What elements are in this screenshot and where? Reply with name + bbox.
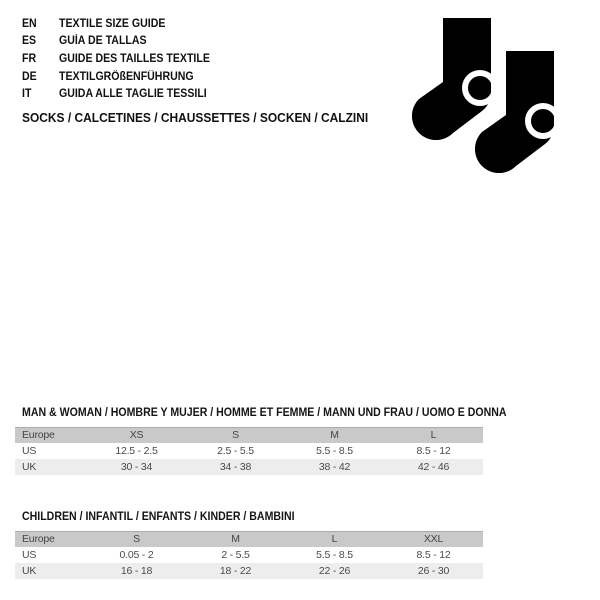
column-header-size: XXL: [423, 533, 444, 546]
region-cell: US: [22, 548, 37, 561]
column-header-size: M: [330, 429, 339, 442]
children-table: [15, 531, 483, 579]
language-row-de: [22, 68, 223, 86]
region-cell: UK: [22, 460, 37, 473]
table-title-man-woman: MAN & WOMAN / HOMBRE Y MUJER / HOMME ET FEMME / MANN UND FRAU / UOMO E DONNA: [22, 407, 507, 419]
size-cell: 18 - 22: [219, 564, 252, 577]
column-header-region: Europe: [22, 533, 55, 546]
language-row-it: [22, 85, 223, 103]
language-label: GUIDA ALLE TAGLIE TESSILI: [59, 88, 207, 101]
language-row-fr: [22, 50, 223, 68]
table-row-us: [15, 547, 483, 563]
language-code: FR: [22, 52, 37, 65]
size-cell: 0.05 - 2: [119, 548, 154, 561]
size-table-children: [15, 511, 483, 579]
size-cell: 2 - 5.5: [221, 548, 250, 561]
table-row-uk: [15, 459, 483, 475]
category-title: SOCKS / CALCETINES / CHAUSSETTES / SOCKEN / CALZINI: [22, 110, 369, 125]
size-cell: 2.5 - 5.5: [217, 444, 254, 457]
man-woman-table: [15, 427, 483, 475]
column-header-size: L: [331, 533, 338, 546]
column-header-size: XS: [129, 429, 144, 442]
column-header-size: S: [133, 533, 140, 546]
language-code: ES: [22, 35, 37, 48]
size-cell: 30 - 34: [120, 460, 153, 473]
size-cell: 8.5 - 12: [416, 548, 451, 561]
socks-icon: [400, 15, 575, 175]
size-table-man-woman: [15, 407, 507, 475]
language-list: [22, 15, 223, 103]
size-cell: 16 - 18: [120, 564, 153, 577]
size-cell: 12.5 - 2.5: [115, 444, 158, 457]
table-row-uk: [15, 563, 483, 579]
sock-back-icon: [412, 18, 495, 140]
size-cell: 5.5 - 8.5: [316, 548, 353, 561]
size-cell: 22 - 26: [318, 564, 351, 577]
table-header-row: [15, 532, 483, 547]
column-header-region: Europe: [22, 429, 55, 442]
table-header-row: [15, 428, 483, 443]
language-label: GUÍA DE TALLAS: [59, 35, 147, 48]
column-header-size: S: [232, 429, 239, 442]
size-cell: 34 - 38: [219, 460, 252, 473]
language-label: GUIDE DES TAILLES TEXTILE: [59, 52, 210, 65]
region-cell: UK: [22, 564, 37, 577]
language-code: IT: [22, 88, 32, 101]
region-cell: US: [22, 444, 37, 457]
column-header-size: M: [231, 533, 240, 546]
language-row-es: [22, 33, 223, 51]
size-cell: 5.5 - 8.5: [316, 444, 353, 457]
language-code: DE: [22, 70, 37, 83]
table-row-us: [15, 443, 483, 459]
size-cell: 26 - 30: [417, 564, 450, 577]
size-cell: 42 - 46: [417, 460, 450, 473]
language-row-en: [22, 15, 223, 33]
language-label: TEXTILGRÖßENFÜHRUNG: [59, 70, 194, 83]
table-title-children: CHILDREN / INFANTIL / ENFANTS / KINDER / BAMBINI: [22, 511, 295, 523]
size-cell: 8.5 - 12: [416, 444, 451, 457]
size-cell: 38 - 42: [318, 460, 351, 473]
column-header-size: L: [430, 429, 437, 442]
language-code: EN: [22, 17, 37, 30]
language-label: TEXTILE SIZE GUIDE: [59, 17, 166, 30]
